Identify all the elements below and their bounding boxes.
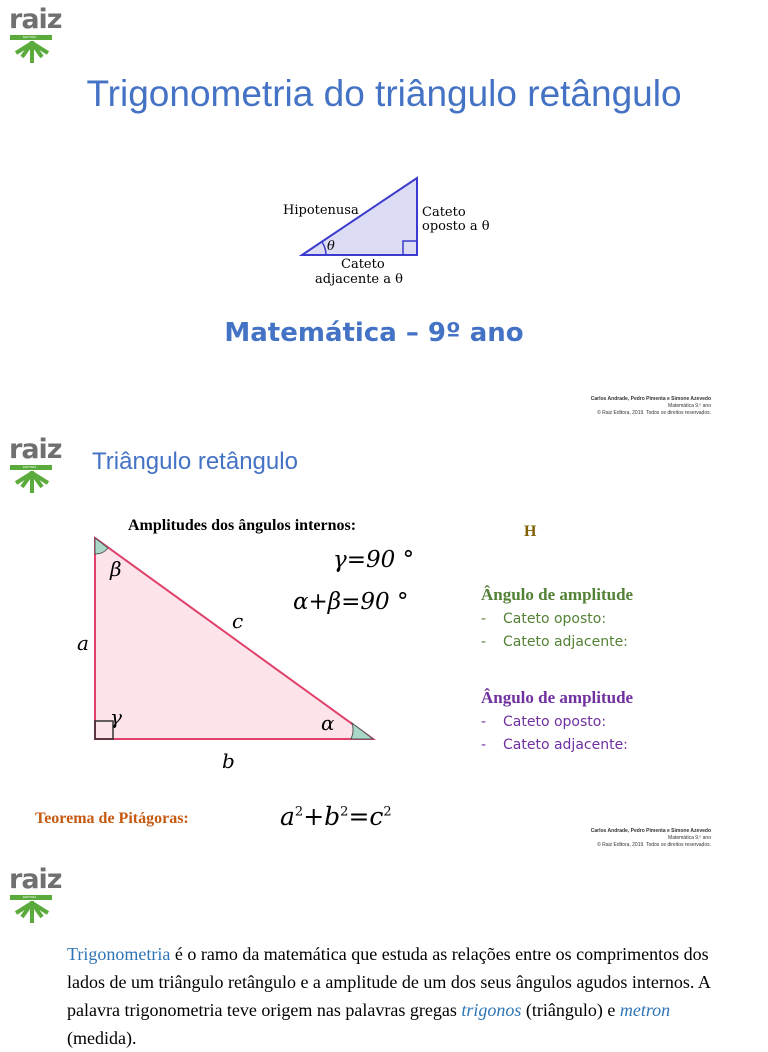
side-c-label: c	[232, 609, 244, 633]
side-a-label: a	[77, 631, 89, 655]
slide-definition	[0, 860, 768, 1048]
root-icon	[12, 901, 52, 923]
h-label: H	[524, 523, 537, 540]
adjacent-label-1: Cateto	[341, 257, 385, 272]
side-b-label: b	[222, 749, 235, 773]
slide-title	[0, 0, 768, 425]
gamma-label: γ	[110, 705, 122, 729]
raiz-logo: raiz EDITORA	[9, 10, 55, 64]
slide-right-triangle	[0, 430, 768, 855]
angle-block-2-title: Ângulo de amplitude	[481, 688, 634, 707]
equation-gamma: γ=90 °	[333, 547, 415, 573]
credits: Carlos Andrade, Pedro Pimenta e Simone Azevedo Matemática 9.º ano © Raiz Editora, 2019. Todos os direitos reservados.	[590, 396, 711, 416]
angle-block-1	[481, 585, 633, 654]
root-icon	[12, 471, 52, 493]
root-icon	[12, 41, 52, 63]
definition-paragraph: Trigonometria é o ramo da matemática que estuda as relações entre os comprimentos dos lados de um triângulo retângulo e a amplitude de um dos seus ângulos agudos internos. A palavra trigonometria teve origem nas palavras gregas trigonos (triângulo) e metron (medida).	[67, 944, 710, 1048]
raiz-logo: raiz EDITORA	[9, 870, 55, 924]
angle-block-1-title: Ângulo de amplitude	[481, 585, 634, 604]
adjacent-label-2: adjacente a θ	[315, 272, 403, 287]
triangle-diagram	[275, 172, 500, 288]
list-item: - Cateto oposto:	[481, 611, 607, 627]
page-title: Trigonometria do triângulo retângulo	[86, 73, 682, 114]
raiz-logo: raiz EDITORA	[9, 440, 55, 494]
subtitle: Matemática – 9º ano	[224, 318, 524, 348]
alpha-label: α	[321, 711, 335, 735]
angle-block-2	[481, 688, 633, 757]
beta-label: β	[110, 557, 122, 581]
slide-heading: Triângulo retângulo	[92, 448, 298, 475]
credits: Carlos Andrade, Pedro Pimenta e Simone Azevedo Matemática 9.º ano © Raiz Editora, 2019. Todos os direitos reservados.	[590, 828, 711, 848]
opposite-label-2: oposto a θ	[422, 219, 490, 234]
list-item: - Cateto oposto:	[481, 714, 607, 730]
theta-label: θ	[327, 239, 335, 254]
equation-alpha-beta: α+β=90 °	[293, 589, 409, 615]
pythagoras-label: Teorema de Pitágoras:	[35, 810, 189, 827]
pythagoras-formula: $a^2+b^2=c^2$	[280, 802, 392, 831]
list-item: - Cateto adjacente:	[481, 634, 628, 650]
list-item: - Cateto adjacente:	[481, 737, 628, 753]
hypotenuse-label: Hipotenusa	[283, 203, 359, 218]
amplitudes-title: Amplitudes dos ângulos internos:	[128, 517, 357, 534]
opposite-label-1: Cateto	[422, 205, 466, 220]
